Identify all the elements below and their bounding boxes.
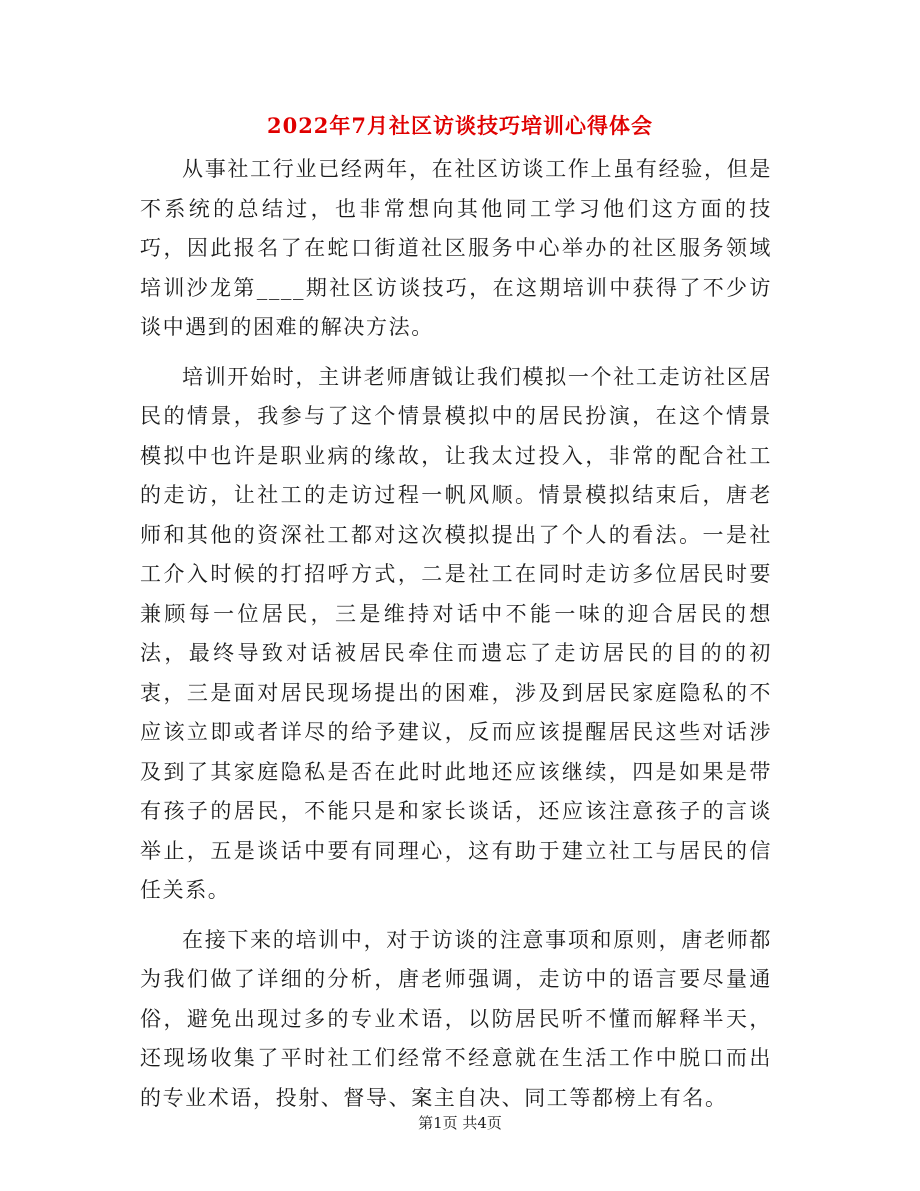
paragraph-1: 从事社工行业已经两年，在社区访谈工作上虽有经验，但是不系统的总结过，也非常想向其他同工学习他们这方面的技巧，因此报名了在蛇口街道社区服务中心举办的社区服务领域培训沙龙第____期社区访谈技巧，在这期培训中获得了不少访谈中遇到的困难的解决方法。	[140, 157, 772, 339]
paragraph-2: 培训开始时，主讲老师唐钺让我们模拟一个社工走访社区居民的情景，我参与了这个情景模拟中的居民扮演，在这个情景模拟中也许是职业病的缘故，让我太过投入，非常的配合社工的走访，让社工的走访过程一帆风顺。情景模拟结束后，唐老师和其他的资深社工都对这次模拟提出了个人的看法。一是社工介入时候的打招呼方式，二是社工在同时走访多位居民时要兼顾每一位居民，三是维持对话中不能一味的迎合居民的想法，最终导致对话被居民牵住而遗忘了走访居民的目的的初衷，三是面对居民现场提出的困难，涉及到居民家庭隐私的不应该立即或者详尽的给予建议，反而应该提醒居民这些对话涉及到了其家庭隐私是否在此时此地还应该继续，四是如果是带有孩子的居民，不能只是和家长谈话，还应该注意孩子的言谈举止，五是谈话中要有同理心，这有助于建立社工与居民的信任关系。	[140, 364, 772, 902]
page-footer: 第1页 共4页	[418, 1114, 502, 1132]
document-body	[140, 150, 772, 1128]
paragraph-3: 在接下来的培训中，对于访谈的注意事项和原则，唐老师都为我们做了详细的分析，唐老师强调，走访中的语言要尽量通俗，避免出现过多的专业术语，以防居民听不懂而解释半天，还现场收集了平时社工们经常不经意就在生活工作中脱口而出的专业术语，投射、督导、案主自决、同工等都榜上有名。	[140, 927, 772, 1110]
document-title: 2022年7月社区访谈技巧培训心得体会	[266, 113, 654, 138]
